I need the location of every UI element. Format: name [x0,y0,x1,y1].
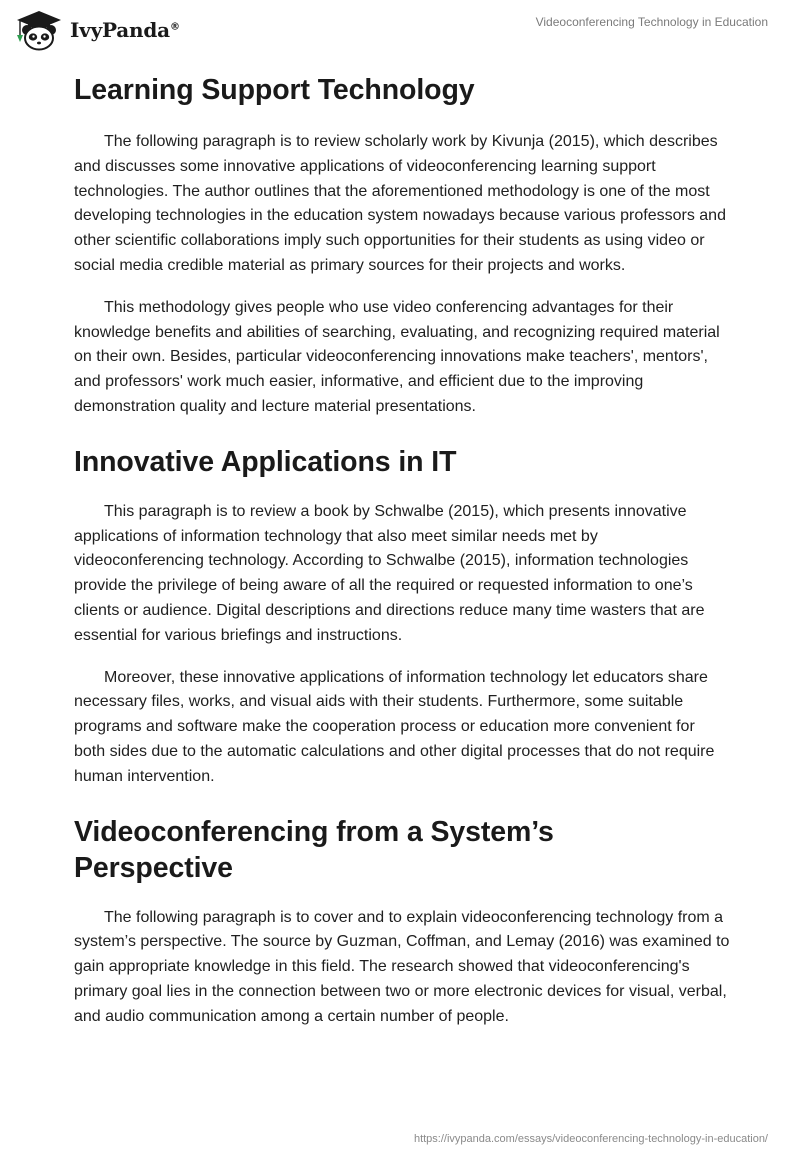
body-paragraph: This methodology gives people who use video conferencing advantages for their knowledge benefits and abilities of searching, evaluating, and recognizing required material on their own. Besides, particular videoconferencing innovations make teachers', mentors', and professors' work much easier, informative, and efficient due to the improving demonstration quality and lecture material presentations. [74,298,720,415]
section-heading: Innovative Applications in IT [74,445,457,478]
body-paragraph: The following paragraph is to cover and to explain videoconferencing technology from a system’s perspective. The source by Guzman, Coffman, and Lemay (2016) was examined to gain appropriate knowledge in this field. The research showed that videoconferencing's primary goal lies in the connection between two or more electronic devices for visual, verbal, and audio communication among a certain number of people. [74,908,730,1025]
body-paragraph: The following paragraph is to review scholarly work by Kivunja (2015), which describes and discusses some innovative applications of videoconferencing learning support technologies. The author outlines that the aforementioned methodology is one of the most developing technologies in the education system nowadays because various professors and other scientific collaborations imply such opportunities for their students as using video or social media credible material as primary sources for their projects and works. [74,133,726,274]
brand-name: IvyPanda® [70,18,180,42]
section-heading: Learning Support Technology [74,74,475,106]
body-paragraph: Moreover, these innovative applications of information technology let educators share necessary files, works, and visual aids with their students. Furthermore, some suitable programs and software make the cooperation process or education more convenient for both sides due to the automatic calculations and other digital processes that do not require human intervention. [74,668,715,785]
source-url[interactable]: https://ivypanda.com/essays/videoconferencing-technology-in-education/ [413,1133,768,1145]
panda-graduate-icon [14,9,64,51]
section-heading: Videoconferencing from a System’s Perspective [74,815,554,884]
essay-body [74,72,730,1030]
ivypanda-logo[interactable] [14,9,180,51]
page-header [0,0,800,60]
document-title: Videoconferencing Technology in Education [535,15,768,29]
body-paragraph: This paragraph is to review a book by Schwalbe (2015), which presents innovative applications of information technology that also meet similar needs met by videoconferencing technology. According to Schwalbe (2015), information technologies provide the privilege of being aware of all the required or requested information to one’s clients or audience. Digital descriptions and directions reduce many time wasters that are essential for various briefings and instructions. [74,502,705,644]
registered-mark: ® [169,21,180,33]
